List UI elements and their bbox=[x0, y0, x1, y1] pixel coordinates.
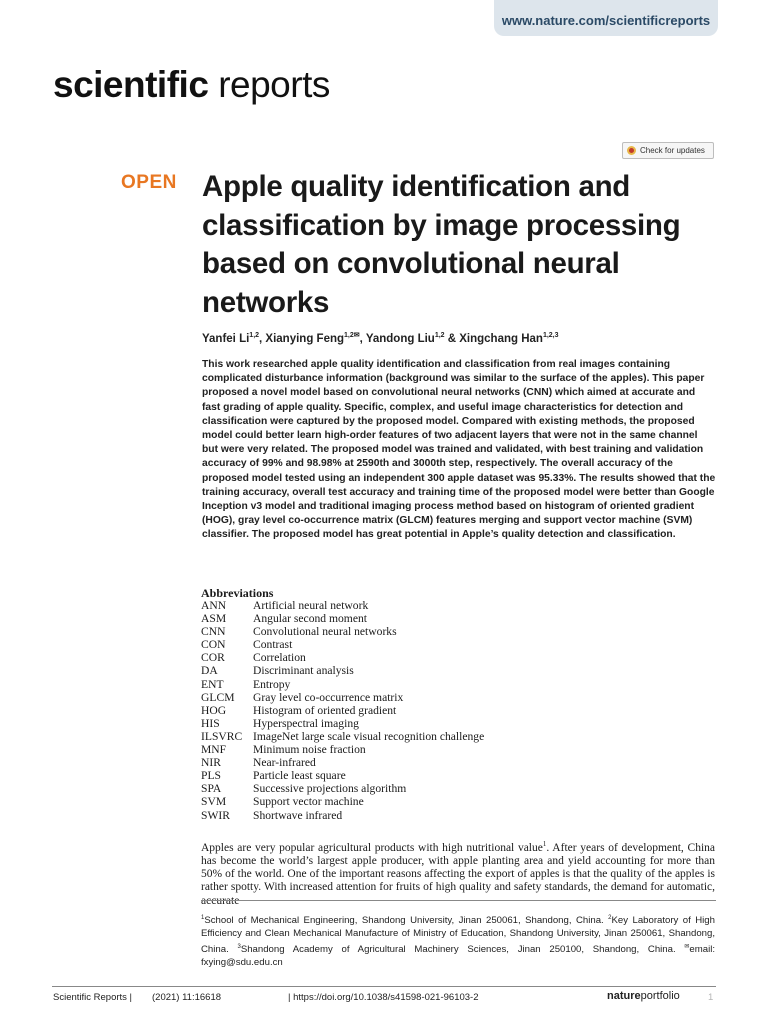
author-affiliation: 1,2,3 bbox=[542, 332, 559, 339]
journal-logo-regular: reports bbox=[218, 64, 330, 105]
abbreviation-term: CON bbox=[201, 638, 226, 652]
abbreviation-definition: Angular second moment bbox=[253, 612, 367, 626]
publisher-bold: nature bbox=[607, 990, 641, 1002]
abbreviation-term: SVM bbox=[201, 795, 227, 809]
abbreviation-row bbox=[201, 809, 484, 822]
abbreviation-definition: Particle least square bbox=[253, 769, 346, 783]
author-affiliation: 1,2 bbox=[249, 332, 260, 339]
abbreviation-definition: Discriminant analysis bbox=[253, 664, 354, 678]
publisher-regular: portfolio bbox=[640, 990, 680, 1002]
mail-icon: ✉ bbox=[684, 943, 690, 950]
abbreviation-definition: Near-infrared bbox=[253, 756, 316, 770]
abbreviation-row bbox=[201, 743, 484, 756]
abbreviation-row bbox=[201, 756, 484, 769]
abbreviation-row bbox=[201, 691, 484, 704]
author-name[interactable]: Yandong Liu bbox=[365, 332, 435, 345]
abbreviation-definition: Entropy bbox=[253, 677, 291, 691]
abbreviation-row bbox=[201, 704, 484, 717]
abbreviation-row bbox=[201, 795, 484, 808]
author-separator: , bbox=[259, 332, 266, 345]
abbreviation-row bbox=[201, 664, 484, 677]
abbreviation-definition: Support vector machine bbox=[253, 795, 364, 809]
author-name[interactable]: Xianying Feng bbox=[265, 332, 345, 345]
affiliation-text: School of Mechanical Engineering, Shandong University, Jinan 250061, Shandong, China. bbox=[204, 915, 609, 927]
abbreviation-term: CNN bbox=[201, 625, 226, 639]
affiliation-number: 3 bbox=[237, 943, 241, 950]
abbreviation-term: ANN bbox=[201, 599, 227, 612]
footer-journal: Scientific Reports | bbox=[53, 992, 133, 1003]
author-affiliation-number: 1,2 bbox=[344, 332, 354, 339]
abbreviation-term: SWIR bbox=[201, 808, 230, 822]
author-list bbox=[202, 331, 559, 345]
author-name[interactable]: Xingchang Han bbox=[459, 332, 543, 345]
footer-divider bbox=[52, 986, 716, 987]
abbreviation-term: NIR bbox=[201, 756, 221, 770]
affiliations-footnote bbox=[201, 912, 715, 970]
reference-link[interactable]: 1 bbox=[542, 840, 547, 848]
abbreviation-row bbox=[201, 599, 484, 612]
abbreviation-row bbox=[201, 769, 484, 782]
abbreviation-row bbox=[201, 782, 484, 795]
abbreviation-row bbox=[201, 717, 484, 730]
abstract: This work researched apple quality identification and classification from real images containing complicated disturbance information (background was similar to the surface of the apples). This paper proposed a novel model based on convolutional neural networks (CNN) which aimed at accurate and fast grading of apple quality. Specific, complex, and useful image characteristics for detection and classification were captured by the proposed model. Compared with existing methods, the proposed model could better learn high-order features of two adjacent layers that were not in the same channel but were very related. The proposed model was trained and validated, with best training and validation accuracy of 99% and 98.98% at 2590th and 3000th step, respectively. The overall accuracy of the proposed model tested using an independent 300 apple dataset was 95.33%. The results showed that the training accuracy, overall test accuracy and training time of the proposed model were better than Google Inception v3 model and traditional imaging process method based on histogram of oriented gradient (HOG), gray level co-occurrence matrix (GLCM) features merging and support vector machine (SVM) classifier. The proposed model has great potential in Apple’s quality detection and classification. bbox=[202, 359, 716, 541]
footer-doi-link[interactable]: | https://doi.org/10.1038/s41598-021-96103-2 bbox=[288, 992, 479, 1003]
abbreviation-definition: Minimum noise fraction bbox=[253, 743, 366, 757]
check-for-updates-label: Check for updates bbox=[640, 146, 705, 155]
abbreviation-definition: Hyperspectral imaging bbox=[253, 716, 359, 730]
author-separator: , bbox=[359, 332, 366, 345]
journal-logo bbox=[53, 64, 330, 106]
abbreviation-definition: Artificial neural network bbox=[253, 599, 369, 612]
abbreviation-term: ENT bbox=[201, 677, 224, 691]
abbreviation-term: ILSVRC bbox=[201, 729, 243, 743]
affiliation-number: 1 bbox=[201, 915, 205, 921]
journal-url-tab[interactable]: www.nature.com/scientificreports bbox=[494, 0, 718, 36]
abbreviation-definition: Gray level co-occurrence matrix bbox=[253, 690, 404, 704]
author-separator: & bbox=[444, 332, 460, 345]
author-affiliation bbox=[344, 332, 360, 339]
journal-logo-bold: scientific bbox=[53, 64, 209, 105]
abbreviation-definition: Contrast bbox=[253, 638, 293, 652]
abbreviations-heading: Abbreviations bbox=[201, 586, 274, 600]
body-text-part: Apples are very popular agricultural products with high nutritional value bbox=[201, 841, 543, 854]
abbreviation-term: MNF bbox=[201, 743, 227, 757]
abbreviation-term: PLS bbox=[201, 769, 221, 783]
abbreviation-term: ASM bbox=[201, 612, 227, 626]
abbreviation-definition: ImageNet large scale visual recognition challenge bbox=[253, 729, 485, 743]
article-title: Apple quality identification and classification by image processing based on convolutional neural networks bbox=[202, 170, 681, 319]
affiliation-number: 2 bbox=[608, 915, 612, 921]
body-paragraph bbox=[201, 838, 715, 908]
footnote-divider bbox=[201, 900, 716, 901]
author-name[interactable]: Yanfei Li bbox=[202, 332, 250, 345]
body-text-part: . After years of development, China has become the world’s largest apple producer, with apple planting area and yield accounting for more than 50% of the world. One of the important reasons affecting the export of apples is that the quality of the apples is rather spotty. With increased attention for fruits of high quality and safety standards, the demand for automatic, accurate bbox=[201, 841, 715, 907]
affiliation-text: Key Laboratory of High Efficiency and Clean Mechanical Manufacture of Ministry of Education, Shandong University, Jinan 250061, Shandong, China. bbox=[201, 915, 715, 955]
abbreviation-definition: Histogram of oriented gradient bbox=[253, 703, 397, 717]
affiliation-text: Shandong Academy of Agricultural Machinery Sciences, Jinan 250100, Shandong, China. bbox=[240, 943, 685, 955]
abbreviation-term: COR bbox=[201, 651, 225, 665]
crossmark-icon bbox=[627, 146, 636, 155]
abbreviation-row bbox=[201, 730, 484, 743]
abbreviation-row bbox=[201, 612, 484, 625]
abbreviations-list bbox=[201, 599, 484, 822]
abbreviation-definition: Successive projections algorithm bbox=[253, 782, 407, 796]
abbreviation-definition: Correlation bbox=[253, 651, 306, 665]
corresponding-email[interactable]: email: fxying@sdu.edu.cn bbox=[201, 943, 715, 969]
footer-citation: (2021) 11:16618 bbox=[152, 992, 222, 1003]
page-number: 1 bbox=[708, 992, 714, 1003]
abbreviation-term: HIS bbox=[201, 716, 220, 730]
abbreviation-term: GLCM bbox=[201, 690, 235, 704]
open-access-label: OPEN bbox=[121, 172, 177, 193]
abbreviation-row bbox=[201, 651, 484, 664]
abbreviation-term: SPA bbox=[201, 782, 222, 796]
nature-portfolio-logo bbox=[607, 990, 680, 1002]
abbreviation-row bbox=[201, 678, 484, 691]
author-affiliation: 1,2 bbox=[434, 332, 445, 339]
abbreviation-definition: Shortwave infrared bbox=[253, 808, 343, 822]
abbreviation-term: DA bbox=[201, 664, 218, 678]
abbreviation-term: HOG bbox=[201, 703, 227, 717]
mail-icon[interactable]: ✉ bbox=[353, 332, 360, 339]
abbreviation-row bbox=[201, 638, 484, 651]
abbreviation-definition: Convolutional neural networks bbox=[253, 625, 397, 639]
check-for-updates-button[interactable] bbox=[622, 142, 714, 159]
abbreviation-row bbox=[201, 625, 484, 638]
